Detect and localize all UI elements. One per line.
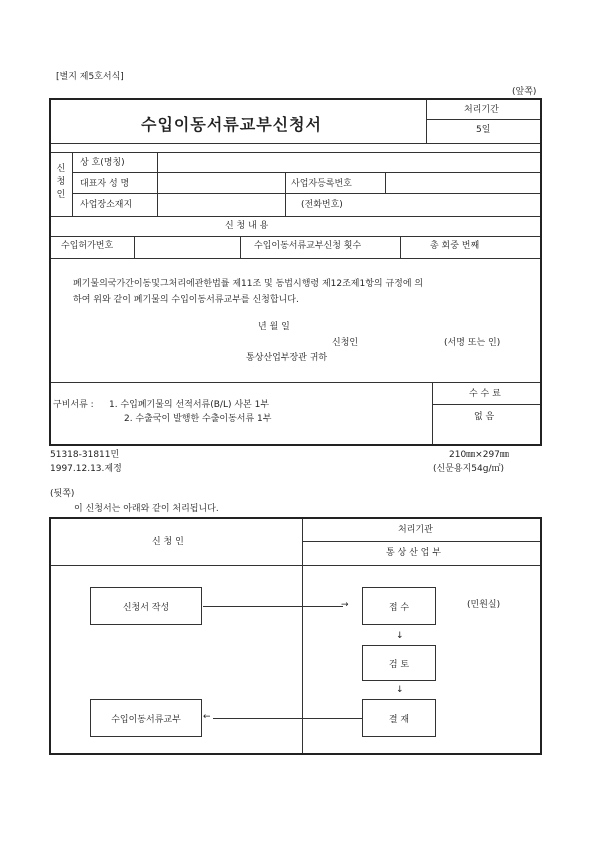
representative-label: 대표자 성 명 bbox=[80, 179, 130, 189]
side-label-back: (뒷쪽) bbox=[50, 489, 75, 499]
processing-period-label: 처리기간 bbox=[464, 105, 499, 115]
signature-note[interactable]: (서명 또는 인) bbox=[444, 338, 501, 348]
footer-established: 1997.12.13.제정 bbox=[50, 464, 122, 474]
business-reg-label: 사업자등록번호 bbox=[291, 179, 352, 189]
address-label: 사업장소재지 bbox=[80, 200, 133, 210]
permit-number-label: 수입허가번호 bbox=[61, 241, 114, 251]
form-number: [별지 제5호서식] bbox=[56, 72, 124, 82]
step-write-application[interactable]: 신청서 작성 bbox=[90, 587, 202, 625]
processing-intro: 이 신청서는 아래와 같이 처리됩니다. bbox=[74, 504, 219, 514]
processing-period-value: 5일 bbox=[476, 125, 491, 135]
column-applicant: 신 청 인 bbox=[152, 537, 184, 547]
business-reg-field[interactable] bbox=[386, 173, 539, 193]
applicant-sign-label: 신청인 bbox=[332, 338, 359, 348]
form-title: 수입이동서류교부신청서 bbox=[141, 115, 323, 134]
company-name-label: 상 호(명칭) bbox=[80, 158, 125, 168]
civil-office-note: (민원실) bbox=[467, 600, 501, 610]
address-field[interactable] bbox=[157, 194, 285, 215]
fee-label: 수 수 료 bbox=[469, 389, 501, 399]
issue-count-label: 수입이동서류교부신청 횟수 bbox=[254, 241, 362, 251]
required-docs-label: 구비서류 : bbox=[53, 400, 94, 410]
issue-count-value[interactable]: 총 회중 번째 bbox=[430, 241, 480, 251]
arrow-left: ← bbox=[203, 712, 211, 722]
statement-line-1: 폐기물의국가간이동및그처리에관한법률 제11조 및 동법시행령 제12조제1항의 규정에 의 bbox=[73, 279, 424, 289]
company-name-field[interactable] bbox=[157, 153, 539, 172]
representative-field[interactable] bbox=[157, 173, 285, 193]
phone-field[interactable] bbox=[352, 194, 538, 215]
content-header: 신 청 내 용 bbox=[225, 221, 269, 231]
arrow-down-2: ↓ bbox=[396, 685, 404, 695]
column-agency-header: 처리기관 bbox=[398, 525, 433, 535]
side-label-front: (앞쪽) bbox=[512, 87, 537, 97]
addressee: 통상산업부장관 귀하 bbox=[246, 353, 328, 363]
required-doc-2: 2. 수출국이 발행한 수출이동서류 1부 bbox=[124, 414, 272, 424]
step-receipt[interactable]: 접 수 bbox=[362, 587, 436, 625]
phone-label: (전화번호) bbox=[301, 200, 343, 210]
date-line[interactable]: 년 월 일 bbox=[258, 322, 290, 332]
step-review[interactable]: 검 토 bbox=[362, 645, 436, 681]
applicant-side-label: 신 청 인 bbox=[56, 164, 66, 200]
fee-value: 없 음 bbox=[474, 412, 495, 422]
permit-number-field[interactable] bbox=[135, 237, 239, 257]
step-approval[interactable]: 결 재 bbox=[362, 699, 436, 737]
footer-paper-size: 210㎜×297㎜ bbox=[449, 450, 509, 460]
arrow-right: → bbox=[341, 600, 349, 610]
statement-line-2: 하여 위와 같이 폐기물의 수입이동서류교부를 신청합니다. bbox=[73, 295, 299, 305]
arrow-down-1: ↓ bbox=[396, 631, 404, 641]
step-issue-documents[interactable]: 수입이동서류교부 bbox=[90, 699, 202, 737]
column-agency-name: 통 상 산 업 부 bbox=[386, 548, 441, 558]
footer-paper-type: (신문용지54g/㎡) bbox=[433, 464, 504, 474]
footer-form-code: 51318-31811민 bbox=[50, 450, 120, 460]
required-doc-1: 1. 수입폐기물의 선적서류(B/L) 사본 1부 bbox=[109, 400, 270, 410]
